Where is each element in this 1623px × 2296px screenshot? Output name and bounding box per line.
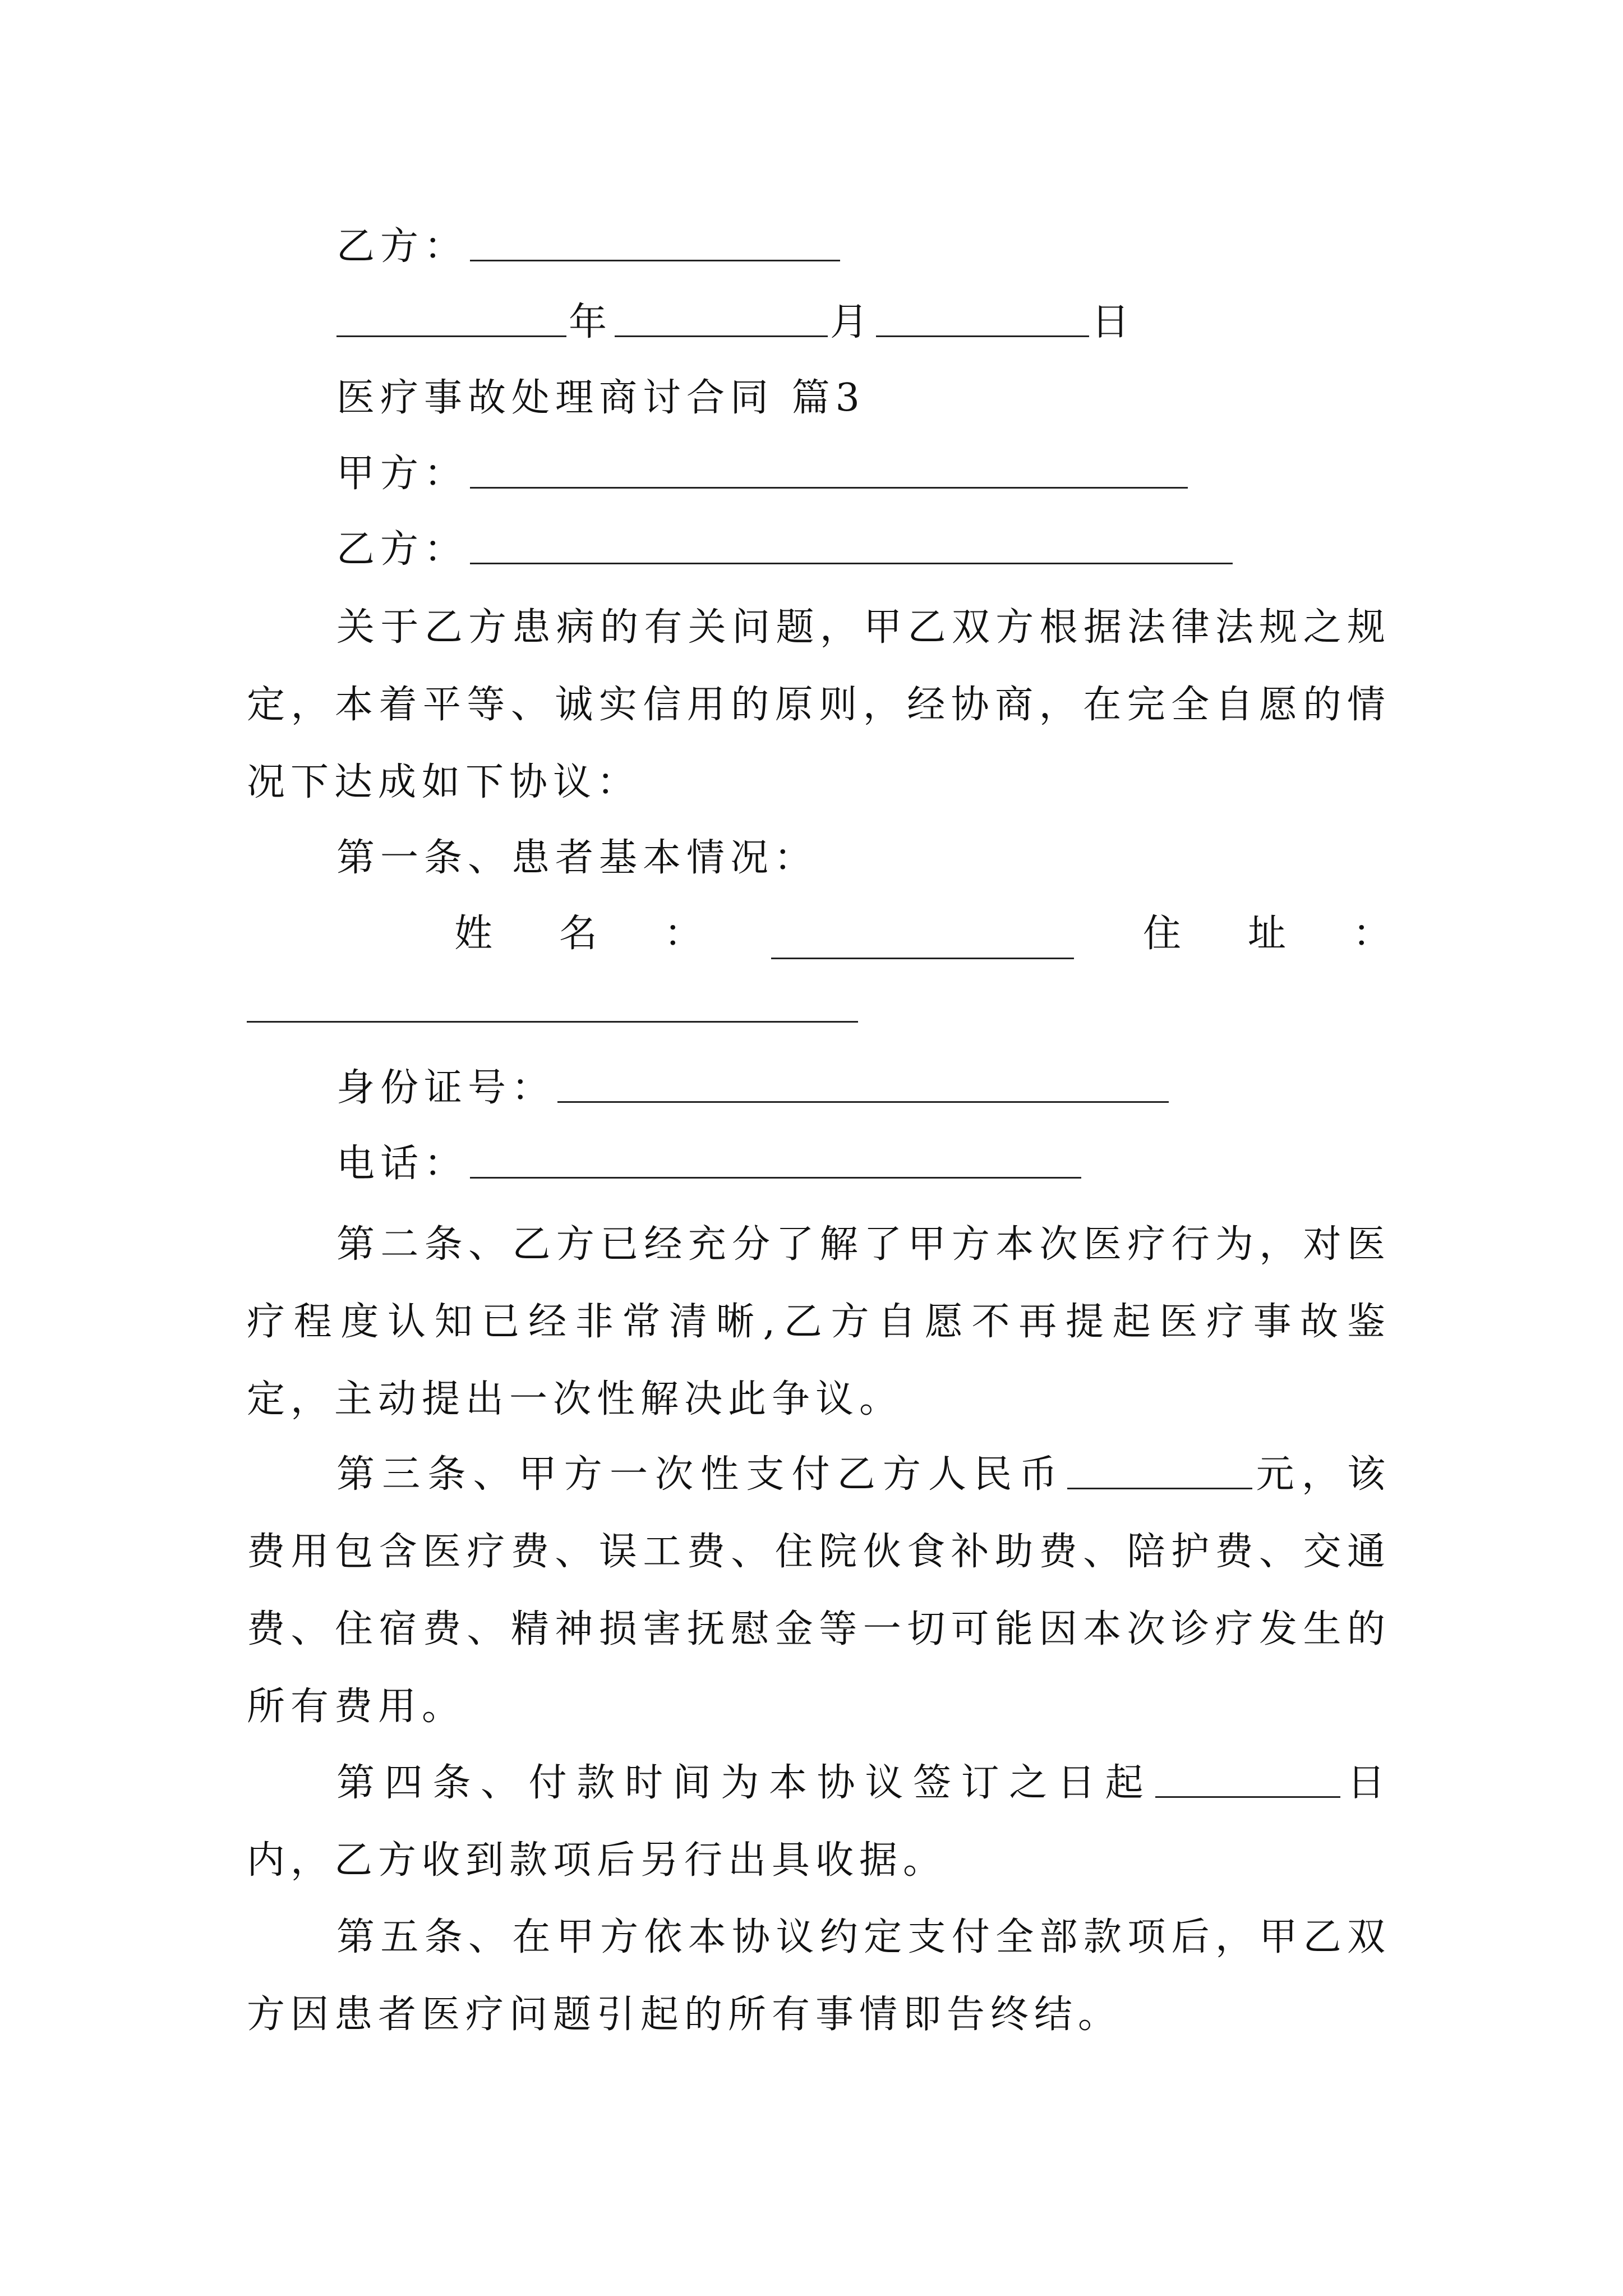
intro-paragraph: 关于乙方患病的有关问题，甲乙双方根据法律法规之规定，本着平等、诚实信用的原则，经协商，在完全自愿的情况下达成如下协议： <box>247 605 1391 804</box>
article-3 <box>247 1436 1391 1746</box>
name-char-1: 姓 <box>454 912 493 956</box>
article-5: 第五条、在甲方依本协议约定支付全部款项后，甲乙双方因患者医疗问题引起的所有事情即告终结。 <box>247 1915 1391 2037</box>
day-blank[interactable] <box>876 302 1089 337</box>
id-label: 身份证号： <box>336 1066 556 1110</box>
address-blank[interactable] <box>247 1021 858 1023</box>
jiafang-blank[interactable] <box>470 453 1188 489</box>
address-colon: ： <box>1352 912 1391 956</box>
name-blank[interactable] <box>771 924 1074 959</box>
article-3-post: 元，该费用包含医疗费、误工费、住院伙食补助费、陪护费、交通费、住宿费、精神损害抚慰金等一切可能因本次诊疗发生的所有费用。 <box>247 1452 1391 1729</box>
jiafang-line <box>336 449 1190 499</box>
article-3-pre: 第三条、甲方一次性支付乙方人民币 <box>336 1452 1065 1497</box>
address-char-2: 址 <box>1247 912 1286 956</box>
yifang-blank[interactable] <box>470 529 1233 564</box>
id-line <box>336 1063 1171 1114</box>
article-4-pre: 第四条、付款时间为本协议签订之日起 <box>336 1761 1154 1805</box>
article-4 <box>247 1745 1391 1899</box>
yifang-label: 乙方： <box>336 527 468 572</box>
month-label: 月 <box>830 300 874 344</box>
yifang-top-label: 乙方： <box>336 224 468 269</box>
amount-blank[interactable] <box>1067 1454 1252 1489</box>
article-4-post: 日内，乙方收到款项后另行出具收据。 <box>247 1761 1391 1883</box>
name-colon: ： <box>664 912 703 956</box>
phone-label: 电话： <box>336 1142 468 1186</box>
article-1: 第一条、患者基本情况： <box>336 836 818 880</box>
name-address-row <box>336 909 1391 959</box>
date-line <box>336 297 1135 348</box>
year-label: 年 <box>569 300 613 344</box>
name-char-2: 名 <box>559 912 598 956</box>
yifang-top-line <box>336 222 842 272</box>
month-blank[interactable] <box>615 302 828 337</box>
jiafang-label: 甲方： <box>336 452 468 496</box>
yifang-top-blank[interactable] <box>470 226 840 261</box>
address-char-1: 住 <box>1142 912 1181 956</box>
id-blank[interactable] <box>557 1068 1169 1103</box>
article-2: 第二条、乙方已经充分了解了甲方本次医疗行为，对医疗程度认知已经非常清晰,乙方自愿不再提起医疗事故鉴定，主动提出一次性解决此争议。 <box>247 1222 1391 1421</box>
phone-blank[interactable] <box>470 1143 1081 1179</box>
phone-line <box>336 1139 1083 1189</box>
day-label: 日 <box>1091 300 1136 344</box>
days-blank[interactable] <box>1155 1763 1340 1798</box>
yifang-line <box>336 524 1235 575</box>
year-blank[interactable] <box>336 302 566 337</box>
section-title: 医疗事故处理商讨合同 篇3 <box>336 376 865 420</box>
